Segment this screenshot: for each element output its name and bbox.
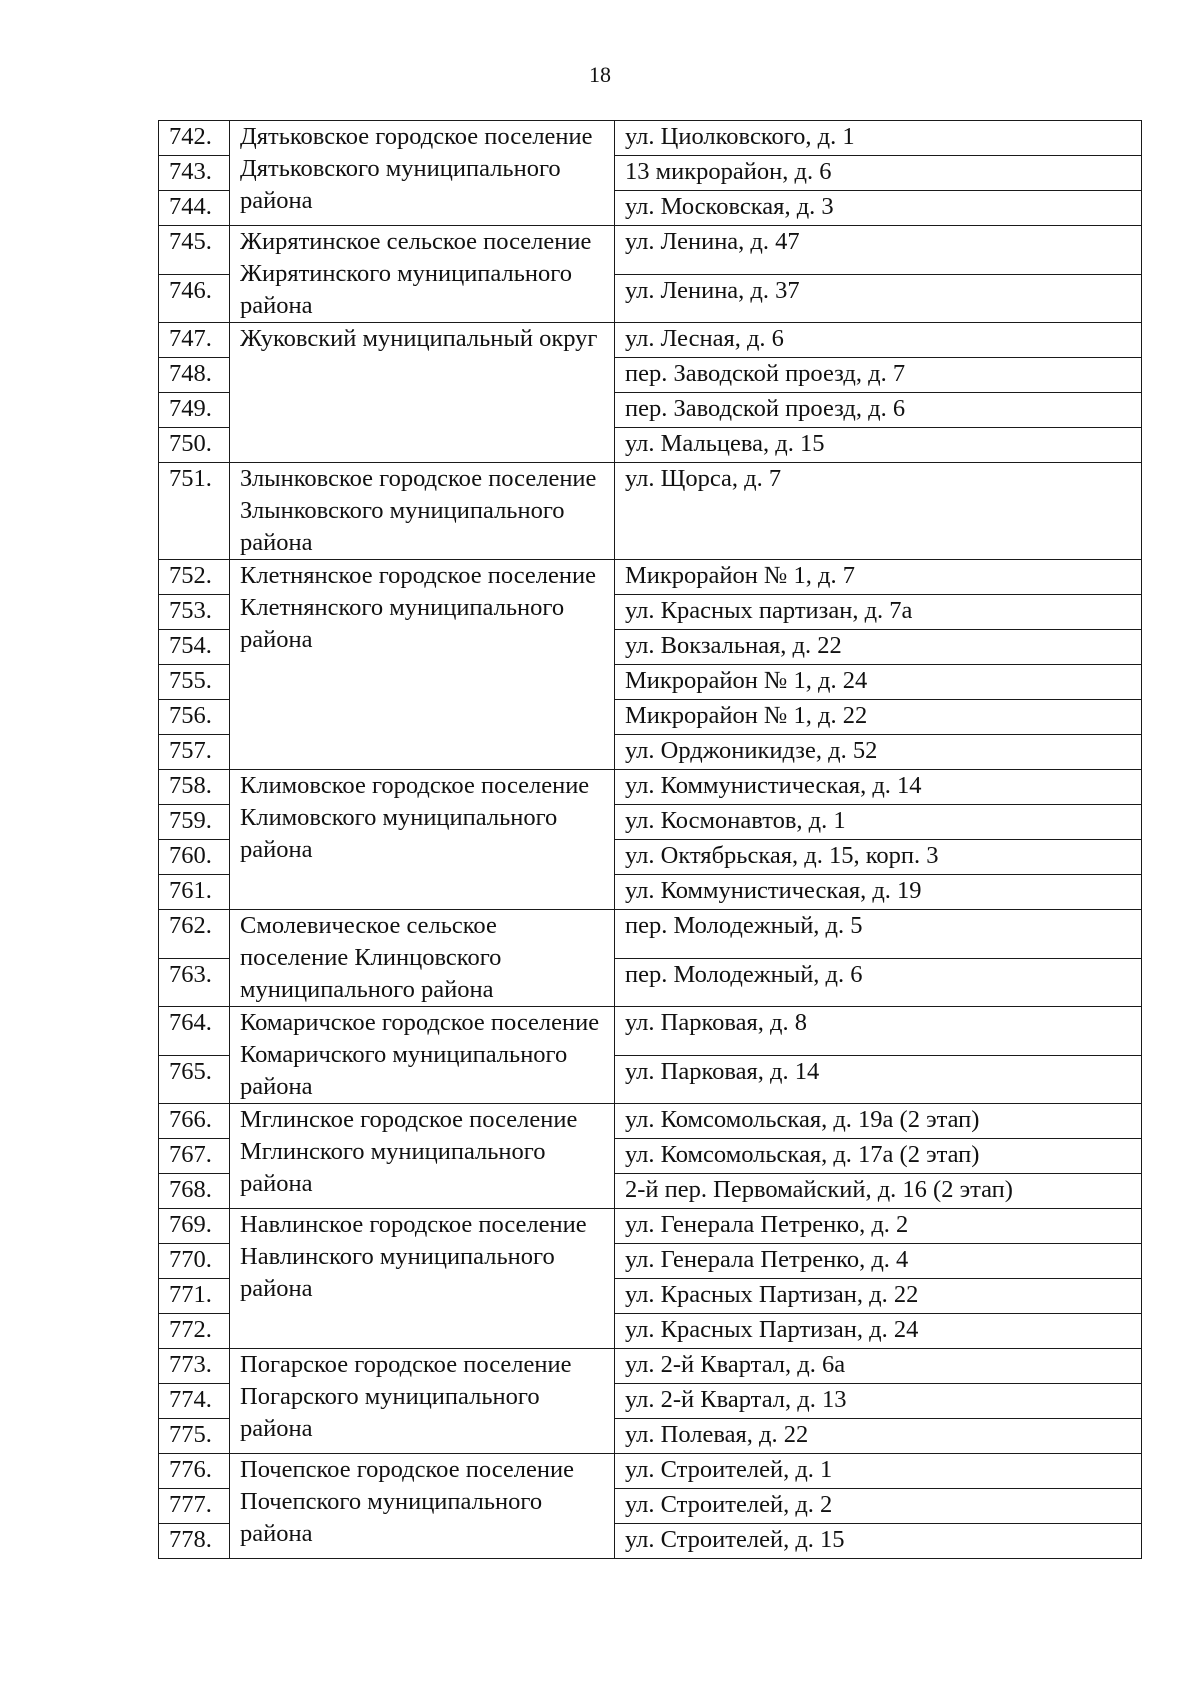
address-cell: ул. 2-й Квартал, д. 6а	[615, 1349, 1142, 1384]
address-cell: Микрорайон № 1, д. 24	[615, 665, 1142, 700]
address-cell: ул. Строителей, д. 1	[615, 1454, 1142, 1489]
address-cell: ул. Генерала Петренко, д. 4	[615, 1244, 1142, 1279]
table-row	[159, 121, 1142, 156]
row-number: 772.	[159, 1314, 230, 1349]
row-number: 764.	[159, 1007, 230, 1056]
row-number: 755.	[159, 665, 230, 700]
address-cell: пер. Заводской проезд, д. 6	[615, 393, 1142, 428]
address-cell: ул. Красных Партизан, д. 24	[615, 1314, 1142, 1349]
row-number: 767.	[159, 1139, 230, 1174]
row-number: 753.	[159, 595, 230, 630]
row-number: 770.	[159, 1244, 230, 1279]
row-number: 762.	[159, 910, 230, 959]
address-cell: 2-й пер. Первомайский, д. 16 (2 этап)	[615, 1174, 1142, 1209]
municipality-cell: Почепское городское поселение Почепского муниципального района	[230, 1454, 615, 1559]
municipality-cell: Мглинское городское поселение Мглинского муниципального района	[230, 1104, 615, 1209]
table-row	[159, 463, 1142, 560]
row-number: 774.	[159, 1384, 230, 1419]
row-number: 769.	[159, 1209, 230, 1244]
table-row	[159, 1454, 1142, 1489]
municipality-cell: Жуковский муниципальный округ	[230, 323, 615, 463]
address-cell: ул. Строителей, д. 2	[615, 1489, 1142, 1524]
table-row	[159, 1104, 1142, 1139]
municipality-cell: Климовское городское поселение Климовского муниципального района	[230, 770, 615, 910]
table-row	[159, 560, 1142, 595]
row-number: 759.	[159, 805, 230, 840]
table-row	[159, 1349, 1142, 1384]
address-cell: ул. Комсомольская, д. 19а (2 этап)	[615, 1104, 1142, 1139]
address-cell: ул. Красных Партизан, д. 22	[615, 1279, 1142, 1314]
housing-registry-table	[158, 120, 1142, 1559]
address-cell: ул. Коммунистическая, д. 14	[615, 770, 1142, 805]
address-cell: ул. Орджоникидзе, д. 52	[615, 735, 1142, 770]
row-number: 765.	[159, 1055, 230, 1104]
row-number: 742.	[159, 121, 230, 156]
address-cell: пер. Молодежный, д. 5	[615, 910, 1142, 959]
row-number: 748.	[159, 358, 230, 393]
address-cell: ул. Парковая, д. 8	[615, 1007, 1142, 1056]
row-number: 746.	[159, 274, 230, 323]
table-row	[159, 770, 1142, 805]
row-number: 760.	[159, 840, 230, 875]
address-cell: ул. Ленина, д. 47	[615, 226, 1142, 275]
row-number: 761.	[159, 875, 230, 910]
address-cell: ул. Ленина, д. 37	[615, 274, 1142, 323]
municipality-cell: Погарское городское поселение Погарского муниципального района	[230, 1349, 615, 1454]
row-number: 757.	[159, 735, 230, 770]
address-cell: ул. Вокзальная, д. 22	[615, 630, 1142, 665]
table-row	[159, 1007, 1142, 1056]
address-cell: 13 микрорайон, д. 6	[615, 156, 1142, 191]
row-number: 758.	[159, 770, 230, 805]
row-number: 743.	[159, 156, 230, 191]
address-cell: ул. Комсомольская, д. 17а (2 этап)	[615, 1139, 1142, 1174]
municipality-cell: Злынковское городское поселение Злынковского муниципального района	[230, 463, 615, 560]
municipality-cell: Навлинское городское поселение Навлинского муниципального района	[230, 1209, 615, 1349]
row-number: 768.	[159, 1174, 230, 1209]
row-number: 747.	[159, 323, 230, 358]
row-number: 750.	[159, 428, 230, 463]
address-cell: ул. Полевая, д. 22	[615, 1419, 1142, 1454]
address-cell: ул. 2-й Квартал, д. 13	[615, 1384, 1142, 1419]
row-number: 756.	[159, 700, 230, 735]
address-cell: ул. Щорса, д. 7	[615, 463, 1142, 560]
row-number: 777.	[159, 1489, 230, 1524]
address-cell: ул. Парковая, д. 14	[615, 1055, 1142, 1104]
row-number: 775.	[159, 1419, 230, 1454]
address-cell: ул. Коммунистическая, д. 19	[615, 875, 1142, 910]
address-cell: ул. Лесная, д. 6	[615, 323, 1142, 358]
address-cell: ул. Красных партизан, д. 7а	[615, 595, 1142, 630]
table-row	[159, 1209, 1142, 1244]
address-cell: ул. Октябрьская, д. 15, корп. 3	[615, 840, 1142, 875]
address-cell: ул. Генерала Петренко, д. 2	[615, 1209, 1142, 1244]
address-cell: ул. Строителей, д. 15	[615, 1524, 1142, 1559]
row-number: 749.	[159, 393, 230, 428]
page-number: 18	[589, 62, 611, 87]
address-cell: ул. Мальцева, д. 15	[615, 428, 1142, 463]
table-row	[159, 910, 1142, 959]
row-number: 752.	[159, 560, 230, 595]
municipality-cell: Клетнянское городское поселение Клетнянского муниципального района	[230, 560, 615, 770]
address-cell: Микрорайон № 1, д. 22	[615, 700, 1142, 735]
table-row	[159, 226, 1142, 275]
address-cell: ул. Космонавтов, д. 1	[615, 805, 1142, 840]
registry-table-body	[159, 121, 1142, 1559]
row-number: 744.	[159, 191, 230, 226]
row-number: 771.	[159, 1279, 230, 1314]
table-row	[159, 323, 1142, 358]
address-cell: ул. Московская, д. 3	[615, 191, 1142, 226]
address-cell: пер. Молодежный, д. 6	[615, 958, 1142, 1007]
municipality-cell: Смолевическое сельское поселение Клинцовского муниципального района	[230, 910, 615, 1007]
row-number: 778.	[159, 1524, 230, 1559]
row-number: 773.	[159, 1349, 230, 1384]
row-number: 763.	[159, 958, 230, 1007]
municipality-cell: Жирятинское сельское поселение Жирятинского муниципального района	[230, 226, 615, 323]
address-cell: пер. Заводской проезд, д. 7	[615, 358, 1142, 393]
row-number: 776.	[159, 1454, 230, 1489]
municipality-cell: Дятьковское городское поселение Дятьковского муниципального района	[230, 121, 615, 226]
row-number: 754.	[159, 630, 230, 665]
address-cell: ул. Циолковского, д. 1	[615, 121, 1142, 156]
municipality-cell: Комаричское городское поселение Комаричского муниципального района	[230, 1007, 615, 1104]
row-number: 745.	[159, 226, 230, 275]
address-cell: Микрорайон № 1, д. 7	[615, 560, 1142, 595]
row-number: 766.	[159, 1104, 230, 1139]
row-number: 751.	[159, 463, 230, 560]
